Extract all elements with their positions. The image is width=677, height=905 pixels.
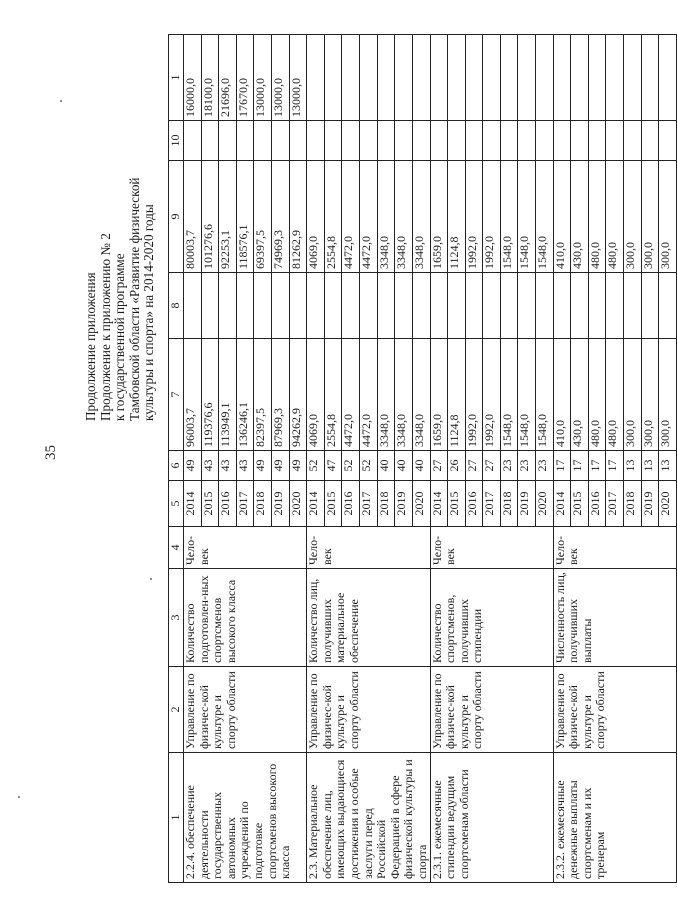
extra-budget: 13000,0 (271, 35, 289, 121)
local-budget (588, 121, 606, 161)
year: 2020 (536, 481, 554, 527)
indicator-value: 52 (359, 451, 377, 481)
federal-budget (641, 273, 659, 339)
heading-line: культуры и спорта» на 2014-2020 годы (141, 204, 157, 421)
regional-budget: 4069,0 (307, 161, 325, 273)
indicator-value: 47 (324, 451, 342, 481)
indicator-value: 40 (377, 451, 395, 481)
local-budget (236, 121, 254, 161)
indicator-value: 17 (606, 451, 624, 481)
regional-budget: 3348,0 (395, 161, 413, 273)
extra-budget (324, 35, 342, 121)
total-amount: 300,0 (659, 339, 677, 451)
indicator-value: 49 (271, 451, 289, 481)
federal-budget (518, 273, 536, 339)
column-number: 10 (169, 121, 184, 161)
measure-name: 2.2.4. обеспечение деятельности государственных автономных учреждений по подготовке спортсменов высокого класса (184, 753, 307, 883)
federal-budget (465, 273, 483, 339)
year: 2016 (588, 481, 606, 527)
program-table (168, 34, 677, 883)
unit: Чело-век (553, 527, 676, 569)
executor: Управление по физичес-кой культуре и спорту области (430, 667, 553, 753)
indicator-value: 23 (518, 451, 536, 481)
measure-name: 2.3.2. ежемесячные денежные выплаты спортсменам и их тренерам (553, 753, 676, 883)
year: 2015 (448, 481, 466, 527)
indicator-value: 49 (184, 451, 202, 481)
year: 2016 (342, 481, 360, 527)
column-number: 1 (169, 35, 184, 121)
regional-budget: 69397,5 (254, 161, 272, 273)
indicator-value: 43 (219, 451, 237, 481)
regional-budget: 1548,0 (536, 161, 554, 273)
total-amount: 1548,0 (536, 339, 554, 451)
regional-budget: 1124,8 (448, 161, 466, 273)
local-budget (659, 121, 677, 161)
federal-budget (377, 273, 395, 339)
scan-speck (60, 100, 62, 102)
total-amount: 300,0 (624, 339, 642, 451)
extra-budget (518, 35, 536, 121)
indicator-value: 27 (430, 451, 448, 481)
local-budget (219, 121, 237, 161)
regional-budget: 480,0 (606, 161, 624, 273)
local-budget (465, 121, 483, 161)
measure-name: 2.3.1. ежемесячные стипендии ведущим спортсменам области (430, 753, 553, 883)
federal-budget (553, 273, 571, 339)
local-budget (395, 121, 413, 161)
total-amount: 119376,6 (201, 339, 219, 451)
indicator-value: 23 (500, 451, 518, 481)
extra-budget: 17670,0 (236, 35, 254, 121)
heading-line: Продолжение к приложению № 2 (97, 233, 113, 421)
page-number: 35 (43, 445, 59, 460)
unit: Чело-век (184, 527, 307, 569)
year: 2018 (377, 481, 395, 527)
local-budget (448, 121, 466, 161)
extra-budget (500, 35, 518, 121)
regional-budget: 2554,8 (324, 161, 342, 273)
extra-budget: 16000,0 (184, 35, 202, 121)
table-row (430, 35, 448, 883)
table-row (307, 35, 325, 883)
extra-budget (342, 35, 360, 121)
executor: Управление по физичес-кой культуре и спорту области (184, 667, 307, 753)
local-budget (500, 121, 518, 161)
scan-speck (18, 796, 20, 798)
indicator-name: Количество подготовлен-ных спортсменов высокого класса (184, 569, 307, 667)
local-budget (324, 121, 342, 161)
federal-budget (536, 273, 554, 339)
local-budget (536, 121, 554, 161)
federal-budget (483, 273, 501, 339)
regional-budget: 1659,0 (430, 161, 448, 273)
total-amount: 94262,9 (289, 339, 307, 451)
column-number: 4 (169, 527, 184, 569)
extra-budget: 13000,0 (289, 35, 307, 121)
extra-budget (571, 35, 589, 121)
regional-budget: 92253,1 (219, 161, 237, 273)
regional-budget: 430,0 (571, 161, 589, 273)
federal-budget (359, 273, 377, 339)
extra-budget (307, 35, 325, 121)
regional-budget: 81262,9 (289, 161, 307, 273)
local-budget (377, 121, 395, 161)
total-amount: 430,0 (571, 339, 589, 451)
column-number: 1 (169, 753, 184, 883)
indicator-name: Количество спортсменов, получивших стипендии (430, 569, 553, 667)
local-budget (412, 121, 430, 161)
extra-budget: 13000,0 (254, 35, 272, 121)
column-number: 2 (169, 667, 184, 753)
heading-line: Продолжение приложения (83, 272, 98, 421)
federal-budget (588, 273, 606, 339)
federal-budget (412, 273, 430, 339)
table-row (184, 35, 202, 883)
local-budget (201, 121, 219, 161)
indicator-value: 13 (624, 451, 642, 481)
federal-budget (271, 273, 289, 339)
year: 2015 (201, 481, 219, 527)
total-amount: 410,0 (553, 339, 571, 451)
local-budget (641, 121, 659, 161)
year: 2019 (518, 481, 536, 527)
year: 2020 (659, 481, 677, 527)
column-number: 5 (169, 481, 184, 527)
extra-budget (606, 35, 624, 121)
total-amount: 1659,0 (430, 339, 448, 451)
column-number: 8 (169, 273, 184, 339)
regional-budget: 101276,6 (201, 161, 219, 273)
year: 2014 (430, 481, 448, 527)
federal-budget (201, 273, 219, 339)
column-number-row (169, 35, 184, 883)
regional-budget: 1548,0 (500, 161, 518, 273)
local-budget (342, 121, 360, 161)
indicator-name: Количество лиц, получивших материальное обеспечение (307, 569, 430, 667)
regional-budget: 300,0 (641, 161, 659, 273)
regional-budget: 300,0 (659, 161, 677, 273)
federal-budget (254, 273, 272, 339)
indicator-value: 52 (342, 451, 360, 481)
indicator-value: 13 (641, 451, 659, 481)
regional-budget: 1548,0 (518, 161, 536, 273)
unit: Чело-век (307, 527, 430, 569)
federal-budget (236, 273, 254, 339)
total-amount: 4069,0 (307, 339, 325, 451)
extra-budget (553, 35, 571, 121)
total-amount: 1548,0 (518, 339, 536, 451)
total-amount: 1124,8 (448, 339, 466, 451)
local-budget (483, 121, 501, 161)
extra-budget (483, 35, 501, 121)
federal-budget (219, 273, 237, 339)
regional-budget: 74969,3 (271, 161, 289, 273)
total-amount: 3348,0 (412, 339, 430, 451)
year: 2014 (184, 481, 202, 527)
regional-budget: 300,0 (624, 161, 642, 273)
federal-budget (324, 273, 342, 339)
year: 2019 (641, 481, 659, 527)
indicator-value: 27 (483, 451, 501, 481)
extra-budget (536, 35, 554, 121)
local-budget (271, 121, 289, 161)
local-budget (553, 121, 571, 161)
regional-budget: 4472,0 (359, 161, 377, 273)
indicator-value: 23 (536, 451, 554, 481)
indicator-value: 26 (448, 451, 466, 481)
federal-budget (342, 273, 360, 339)
local-budget (518, 121, 536, 161)
column-number: 6 (169, 451, 184, 481)
federal-budget (659, 273, 677, 339)
indicator-value: 17 (571, 451, 589, 481)
unit: Чело-век (430, 527, 553, 569)
local-budget (307, 121, 325, 161)
year: 2018 (500, 481, 518, 527)
indicator-value: 27 (465, 451, 483, 481)
column-number: 7 (169, 339, 184, 451)
total-amount: 1992,0 (465, 339, 483, 451)
column-number: 9 (169, 161, 184, 273)
federal-budget (307, 273, 325, 339)
extra-budget: 21696,0 (219, 35, 237, 121)
local-budget (254, 121, 272, 161)
total-amount: 1548,0 (500, 339, 518, 451)
extra-budget (412, 35, 430, 121)
extra-budget (377, 35, 395, 121)
local-budget (624, 121, 642, 161)
appendix-heading (84, 31, 157, 421)
extra-budget (395, 35, 413, 121)
regional-budget: 410,0 (553, 161, 571, 273)
year: 2020 (289, 481, 307, 527)
indicator-value: 49 (289, 451, 307, 481)
year: 2016 (219, 481, 237, 527)
indicator-name: Численность лиц, получивших выплаты (553, 569, 676, 667)
regional-budget: 3348,0 (377, 161, 395, 273)
indicator-value: 17 (588, 451, 606, 481)
federal-budget (448, 273, 466, 339)
federal-budget (184, 273, 202, 339)
year: 2019 (395, 481, 413, 527)
federal-budget (289, 273, 307, 339)
local-budget (289, 121, 307, 161)
federal-budget (430, 273, 448, 339)
local-budget (359, 121, 377, 161)
year: 2017 (236, 481, 254, 527)
total-amount: 3348,0 (377, 339, 395, 451)
regional-budget: 1992,0 (483, 161, 501, 273)
total-amount: 2554,8 (324, 339, 342, 451)
federal-budget (571, 273, 589, 339)
total-amount: 1992,0 (483, 339, 501, 451)
extra-budget (430, 35, 448, 121)
indicator-value: 40 (395, 451, 413, 481)
indicator-value: 52 (307, 451, 325, 481)
federal-budget (606, 273, 624, 339)
extra-budget (659, 35, 677, 121)
year: 2017 (606, 481, 624, 527)
total-amount: 96003,7 (184, 339, 202, 451)
year: 2015 (571, 481, 589, 527)
indicator-value: 13 (659, 451, 677, 481)
total-amount: 480,0 (588, 339, 606, 451)
total-amount: 480,0 (606, 339, 624, 451)
regional-budget: 80003,7 (184, 161, 202, 273)
extra-budget (465, 35, 483, 121)
year: 2018 (624, 481, 642, 527)
heading-line: Тамбовской области «Развитие физической (126, 177, 142, 421)
year: 2017 (359, 481, 377, 527)
regional-budget: 118576,1 (236, 161, 254, 273)
executor: Управление по физичес-кой культуре и спорту области (307, 667, 430, 753)
year: 2016 (465, 481, 483, 527)
year: 2014 (553, 481, 571, 527)
federal-budget (500, 273, 518, 339)
measure-name: 2.3. Материальное обеспечение лиц, имеющих выдающиеся достижения и особые заслуги перед Российской Федерацией в сфере физической культуры и спорта (307, 753, 430, 883)
local-budget (571, 121, 589, 161)
total-amount: 4472,0 (342, 339, 360, 451)
extra-budget (624, 35, 642, 121)
local-budget (184, 121, 202, 161)
year: 2015 (324, 481, 342, 527)
regional-budget: 1992,0 (465, 161, 483, 273)
total-amount: 82397,5 (254, 339, 272, 451)
rotated-page-content (80, 31, 673, 891)
year: 2017 (483, 481, 501, 527)
heading-line: к государственной программе (112, 253, 128, 421)
year: 2020 (412, 481, 430, 527)
executor: Управление по физичес-кой культуре и спорту области (553, 667, 676, 753)
year: 2014 (307, 481, 325, 527)
indicator-value: 49 (254, 451, 272, 481)
column-number: 3 (169, 569, 184, 667)
extra-budget (359, 35, 377, 121)
year: 2018 (254, 481, 272, 527)
local-budget (430, 121, 448, 161)
indicator-value: 43 (201, 451, 219, 481)
total-amount: 136246,1 (236, 339, 254, 451)
indicator-value: 43 (236, 451, 254, 481)
extra-budget (588, 35, 606, 121)
total-amount: 300,0 (641, 339, 659, 451)
regional-budget: 480,0 (588, 161, 606, 273)
year: 2019 (271, 481, 289, 527)
total-amount: 3348,0 (395, 339, 413, 451)
indicator-value: 40 (412, 451, 430, 481)
extra-budget: 18100,0 (201, 35, 219, 121)
table-row (553, 35, 571, 883)
extra-budget (641, 35, 659, 121)
federal-budget (624, 273, 642, 339)
total-amount: 4472,0 (359, 339, 377, 451)
indicator-value: 17 (553, 451, 571, 481)
local-budget (606, 121, 624, 161)
regional-budget: 3348,0 (412, 161, 430, 273)
federal-budget (395, 273, 413, 339)
regional-budget: 4472,0 (342, 161, 360, 273)
extra-budget (448, 35, 466, 121)
total-amount: 113949,1 (219, 339, 237, 451)
total-amount: 87969,3 (271, 339, 289, 451)
